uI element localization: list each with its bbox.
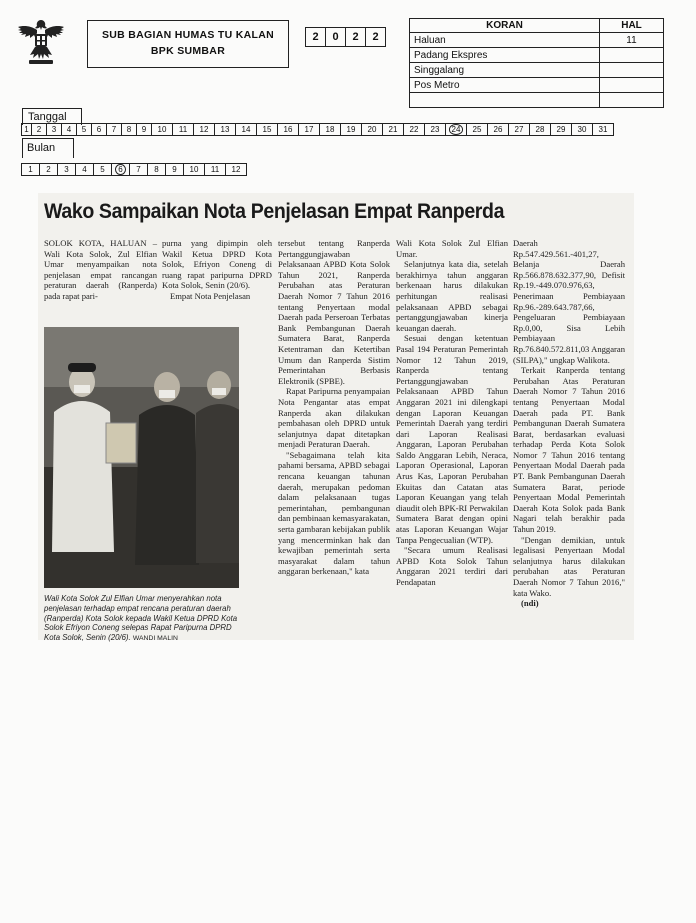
article-paragraph: purna yang dipimpin oleh Wakil Ketua DPRD Kota Solok, Efriyon Coneng di ruang rapat paripurna DPRD Kota Solok, Senin (20/6). [162, 238, 272, 291]
bulan-label: Bulan [22, 138, 74, 158]
tanggal-cell: 19 [340, 123, 362, 136]
tanggal-cell: 4 [61, 123, 77, 136]
tanggal-cell: 31 [592, 123, 614, 136]
newspaper-name: Haluan [410, 33, 600, 48]
bulan-cell: 6 [111, 163, 130, 176]
year-box [306, 27, 386, 47]
tanggal-cell: 23 [424, 123, 446, 136]
bulan-cell: 11 [204, 163, 226, 176]
tanggal-label: Tanggal [22, 108, 82, 125]
year-digit: 0 [325, 27, 346, 47]
garuda-emblem [14, 14, 68, 68]
bulan-cell: 8 [147, 163, 166, 176]
bulan-cell: 5 [93, 163, 112, 176]
year-digit: 2 [345, 27, 366, 47]
newspaper-name: Padang Ekspres [410, 48, 600, 63]
bulan-cell: 4 [75, 163, 94, 176]
article-paragraph: "Secara umum Realisasi APBD Kota Solok Tahun Anggaran 2021 terdiri dari Pendapatan [396, 545, 508, 587]
article-column-2 [162, 238, 272, 302]
article-paragraph: Empat Nota Penjelasan [170, 290, 251, 301]
tanggal-cell: 22 [403, 123, 425, 136]
article-column-1 [44, 238, 157, 302]
agency-line1: SUB BAGIAN HUMAS TU KALAN [102, 29, 274, 41]
tanggal-cell: 15 [256, 123, 278, 136]
caption-text: Wali Kota Solok Zul Elfian Umar menyerahkan nota penjelasan terhadap empat rencana peraturan daerah (Ranperda) Kota Solok kepada Wakil Ketua DPRD Kota Solok Efriyon Coneng selepas Rapat Paripurna DPRD Kota Solok, Senin (20/6). [44, 594, 238, 643]
table-row [410, 93, 664, 108]
newspaper-table [409, 18, 664, 108]
tanggal-cell: 6 [91, 123, 107, 136]
tanggal-cell: 30 [571, 123, 593, 136]
tanggal-cell: 10 [151, 123, 173, 136]
article-paragraph: Daerah Rp.547.429.561.-401,27, Belanja Daerah Rp.566.878.632.377,90, Defisit Rp.19.-449.070.976,63, Penerimaan Pembiayaan Rp.96.-289.643.787,66, Pengeluaran Pembiayaan Rp.0,00, Sisa Lebih Pembiayaan Rp.76.840.572.811,03 Anggaran (SILPA)," ungkap Walikota. [513, 238, 625, 365]
article-headline: Wako Sampaikan Nota Penjelasan Empat Ranperda [44, 200, 505, 223]
bulan-cell: 9 [165, 163, 184, 176]
article-paragraph: Sesuai dengan ketentuan Pasal 194 Peraturan Pemerintah Nomor 12 Tahun 2019, Ranperda tentang Pertanggungjawaban Pelaksanaan APBD Tahun Anggaran 2021 ini dilengkapi dengan Laporan Keuangan Pemerintah Daerah yang terdiri dari Laporan Realisasi Anggaran, Laporan Perubahan Saldo Anggaran Lebih, Neraca, Laporan Operasional, Laporan Arus Kas, Laporan Perubahan Ekuitas dan Catatan atas Laporan Keuangan yang telah diaudit oleh BPK-RI Perwakilan Sumatera Barat dengan opini atas Laporan Keuangan Wajar Tanpa Pengecualian (WTP). [396, 333, 508, 545]
tanggal-cell: 3 [46, 123, 62, 136]
tanggal-cell: 7 [106, 123, 122, 136]
tanggal-cell: 27 [508, 123, 530, 136]
tanggal-cell: 20 [361, 123, 383, 136]
article-column-4 [396, 238, 508, 588]
bulan-cell: 3 [57, 163, 76, 176]
tanggal-cell: 18 [319, 123, 341, 136]
article-column-3 [278, 238, 390, 577]
year-digit: 2 [365, 27, 386, 47]
page-number [600, 48, 664, 63]
article-paragraph: tersebut tentang Ranperda Pertanggungjawaban Pelaksanaan APBD Kota Solok Tahun 2021, Ranperda Perubahan atas Peraturan Daerah Nomor 7 Tahun 2016 tentang Penyertaan modal Daerah pada Perseroan Terbatas Bank Pembangunan Daerah Sumatera Barat, Ranperda Ketentraman dan Ketertiban Umum dan Ranperda Sistim Pemerintahan Berbasis Elektronik (SPBE). [278, 238, 390, 386]
tanggal-cell: 12 [193, 123, 215, 136]
tanggal-cell: 9 [136, 123, 152, 136]
page-number [600, 93, 664, 108]
bulan-cell: 2 [39, 163, 58, 176]
photo-credit: WANDI MALIN [132, 635, 178, 643]
tanggal-cell: 13 [214, 123, 236, 136]
table-row [410, 63, 664, 78]
bulan-cell: 10 [183, 163, 205, 176]
newspaper-name: Singgalang [410, 63, 600, 78]
year-digit: 2 [305, 27, 326, 47]
article-paragraph: Terkait Ranperda tentang Perubahan Atas Peraturan Daerah Nomor 7 Tahun 2016 tentang Penyertaan Modal Daerah pada PT. Bank Pembangunan Daerah Sumatera Barat, berdasarkan evaluasi terhadap Perda Kota Solok Nomor 7 Tahun 2016 tentang Penyertaan Modal Daerah pada PT. Bank Pembangunan Daerah Sumatera Barat, periode Penyertaan Modal Pemerintah Daerah Kota Solok pada Bank Nagari telah berakhir pada Tahun 2019. [513, 365, 625, 535]
photo-caption [44, 594, 244, 644]
bulan-cell: 1 [21, 163, 40, 176]
bulan-cell: 12 [225, 163, 247, 176]
newspaper-name [410, 93, 600, 108]
article-signoff: (ndi) [521, 598, 539, 609]
tanggal-cell: 5 [76, 123, 92, 136]
page-number [600, 63, 664, 78]
article-paragraph: Wali Kota Solok Zul Elfian Umar. [396, 238, 508, 259]
tanggal-cell: 16 [277, 123, 299, 136]
article-paragraph: Selanjutnya kata dia, setelah berakhirnya tahun anggaran berkenaan harus dilakukan perhitungan realisasi pelaksanaan APBD sebagai pertanggungjawaban kinerja keuangan daerah. [396, 259, 508, 333]
tanggal-cell: 29 [550, 123, 572, 136]
tanggal-cell: 11 [172, 123, 194, 136]
article-paragraph: "Dengan demikian, untuk legalisasi Penyertaan Modal selanjutnya harus dilakukan perubahan atas Peraturan Daerah Nomor 7 Tahun 2016," kata Wako. [513, 534, 625, 598]
bulan-row [22, 163, 247, 176]
hal-header: HAL [600, 19, 664, 33]
tanggal-cell: 14 [235, 123, 257, 136]
tanggal-cell: 21 [382, 123, 404, 136]
article-photo [44, 327, 239, 588]
tanggal-cell: 2 [31, 123, 47, 136]
tanggal-row [22, 123, 614, 136]
table-row [410, 48, 664, 63]
tanggal-cell: 17 [298, 123, 320, 136]
tanggal-cell: 8 [121, 123, 137, 136]
article-paragraph: Rapat Paripurna penyampaian Nota Pengantar atas empat Ranperda akan dilakukan pembahasan oleh DPRD untuk selanjutnya dapat ditetapkan menjadi Peraturan Daerah. [278, 386, 390, 450]
bulan-cell: 7 [129, 163, 148, 176]
tanggal-cell: 24 [445, 123, 467, 136]
page-number: 11 [600, 33, 664, 48]
tanggal-cell: 1 [21, 123, 32, 136]
article-paragraph: "Sebagaimana telah kita pahami bersama, APBD sebagai rencana keuangan tahunan daerah, merupakan pedoman dalam pelaksanaan tugas pemerintahan, pembangunan dan pembinaan kemasyarakatan, serta gambaran kebijakan publik yang mencerminkan hak dan kewajiban pemerintah serta masyarakat dalam tahun anggaran berkenaan," kata [278, 449, 390, 577]
agency-line2: BPK SUMBAR [150, 45, 226, 57]
koran-header: KORAN [410, 19, 600, 33]
tanggal-cell: 25 [466, 123, 488, 136]
article-paragraph: SOLOK KOTA, HALUAN – Wali Kota Solok, Zul Elfian Umar menyampaikan nota penjelasan empat rancangan peraturan daerah (Ranperda) pada rapat pari- [44, 238, 157, 301]
tanggal-cell: 28 [529, 123, 551, 136]
newspaper-name: Pos Metro [410, 78, 600, 93]
agency-box [87, 20, 289, 68]
tanggal-cell: 26 [487, 123, 509, 136]
article-column-5 [513, 238, 625, 609]
table-row [410, 78, 664, 93]
page-number [600, 78, 664, 93]
table-row [410, 33, 664, 48]
